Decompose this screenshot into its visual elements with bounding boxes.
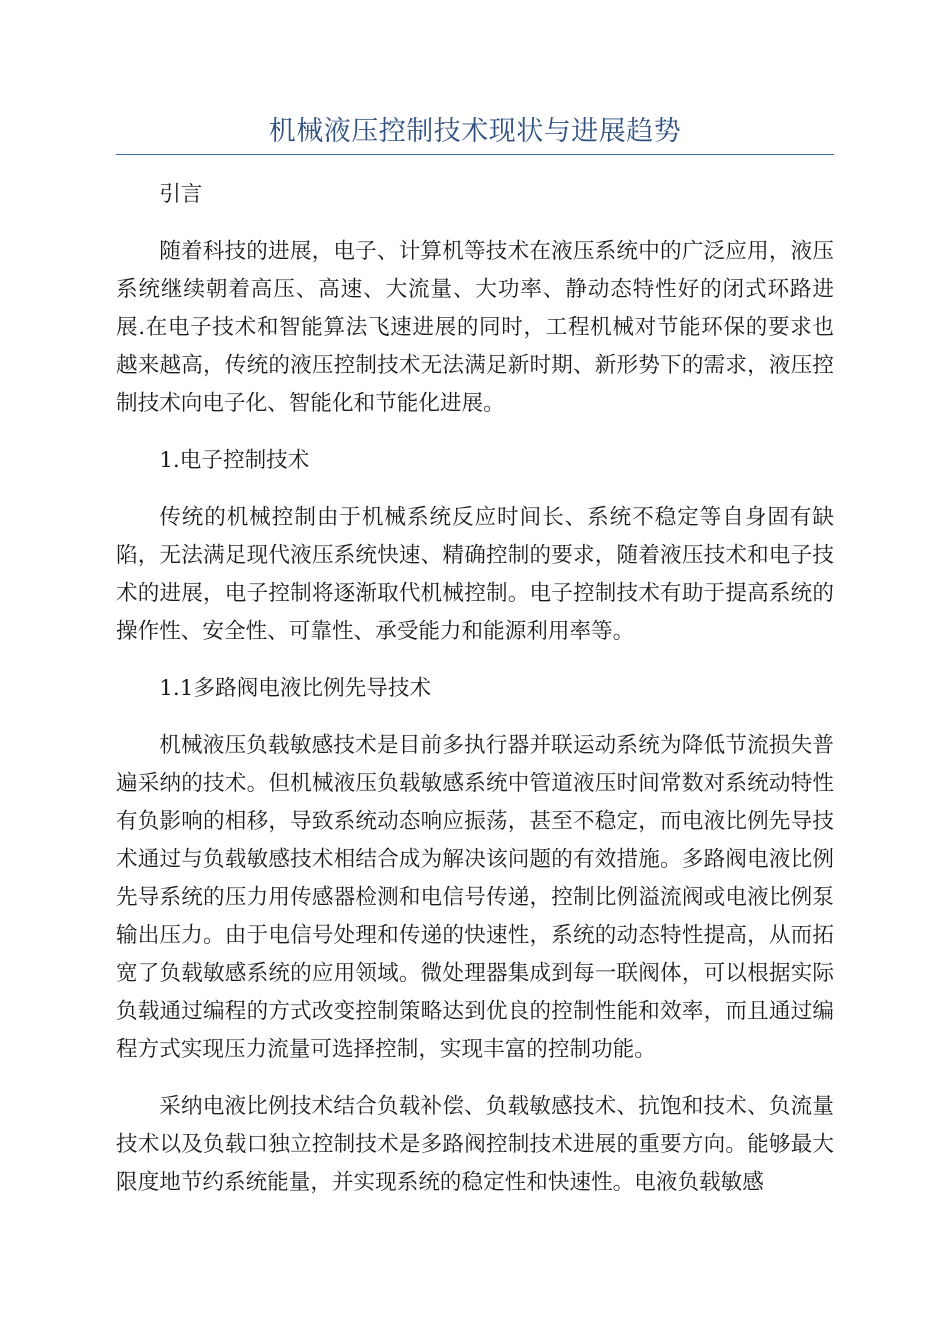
document-body (116, 176, 834, 1202)
document-title: 机械液压控制技术现状与进展趋势 (268, 116, 682, 147)
paragraph-electronic-control: 传统的机械控制由于机械系统反应时间长、系统不稳定等自身固有缺陷，无法满足现代液压系统快速、精确控制的要求，随着液压技术和电子技术的进展，电子控制将逐渐取代机械控制。电子控制技术有助于提高系统的操作性、安全性、可靠性、承受能力和能源利用率等。 (116, 505, 834, 644)
paragraph-technology-direction: 采纳电液比例技术结合负载补偿、负载敏感技术、抗饱和技术、负流量技术以及负载口独立控制技术是多路阀控制技术进展的重要方向。能够最大限度地节约系统能量，并实现系统的稳定性和快速性。电液负载敏感 (116, 1094, 834, 1195)
title-underline (116, 154, 834, 155)
section-heading-multiway-valve: 1.1多路阀电液比例先导技术 (159, 676, 432, 701)
paragraph-intro: 随着科技的进展，电子、计算机等技术在液压系统中的广泛应用，液压系统继续朝着高压、高速、大流量、大功率、静动态特性好的闭式环路进展.在电子技术和智能算法飞速进展的同时，工程机械对节能环保的要求也越来越高，传统的液压控制技术无法满足新时期、新形势下的需求，液压控制技术向电子化、智能化和节能化进展。 (116, 239, 834, 416)
paragraph-multiway-valve: 机械液压负载敏感技术是目前多执行器并联运动系统为降低节流损失普遍采纳的技术。但机械液压负载敏感系统中管道液压时间常数对系统动特性有负影响的相移，导致系统动态响应振荡，甚至不稳定，而电液比例先导技术通过与负载敏感技术相结合成为解决该问题的有效措施。多路阀电液比例先导系统的压力用传感器检测和电信号传递，控制比例溢流阀或电液比例泵输出压力。由于电信号处理和传递的快速性，系统的动态特性提高，从而拓宽了负载敏感系统的应用领域。微处理器集成到每一联阀体，可以根据实际负载通过编程的方式改变控制策略达到优良的控制性能和效率，而且通过编程方式实现压力流量可选择控制，实现丰富的控制功能。 (116, 733, 834, 1062)
section-heading-electronic-control: 1.电子控制技术 (159, 448, 310, 473)
section-heading-intro: 引言 (159, 182, 203, 207)
